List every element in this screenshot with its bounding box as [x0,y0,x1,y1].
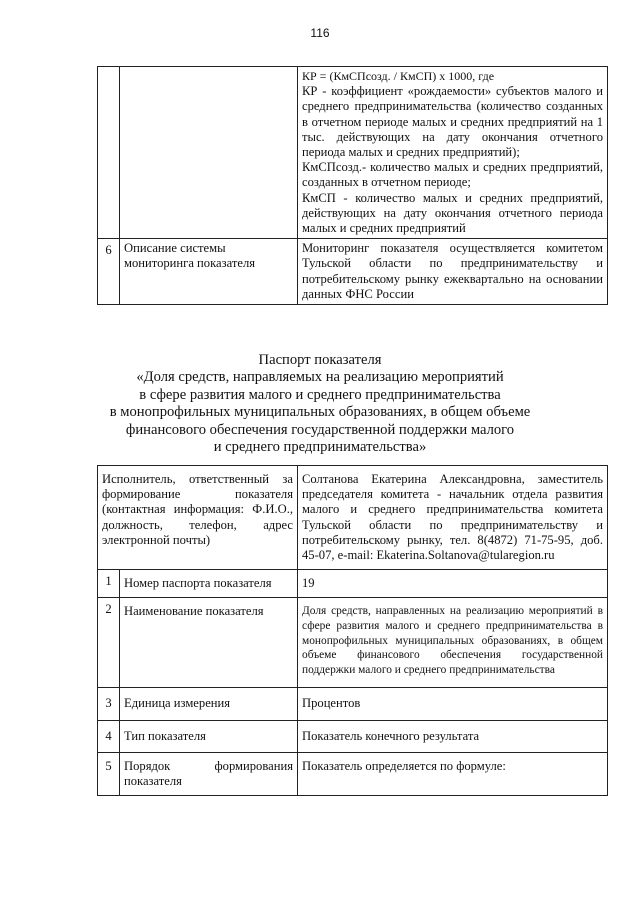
passport-title [40,352,600,456]
passport-title-line: в сфере развития малого и среднего предпринимательства [139,386,501,403]
row-number: 4 [98,720,120,752]
row-label: Наименование показателя [120,598,298,688]
row-value: Мониторинг показателя осуществляется комитетом Тульской области по предпринимательству и потребительскому рынку ежеквартально на основании данных ФНС России [298,239,608,305]
passport-title-line: финансового обеспечения государственной поддержки малого [125,421,515,438]
row-number: 5 [98,752,120,795]
row-value: Показатель конечного результата [298,720,608,752]
row-label: Тип показателя [120,720,298,752]
passport-table [97,465,608,796]
executor-value: Солтанова Екатерина Александровна, заместитель председателя комитета - начальник отдела развития малого и среднего предпринимательства комитета Тульской области по предпринимательству и потребительскому рынку, тел. 8(4872) 71-75-95, доб. 45-07, e-mail: Ekaterina.Soltanova@tularegion.ru [298,466,608,570]
row-value: Доля средств, направленных на реализацию мероприятий в сфере развития малого и среднего предпринимательства в монопрофильных муниципальных образованиях, в общем объеме финансового обеспечения государственной поддержки малого и среднего предпринимательства [298,598,608,688]
table-row [98,598,608,688]
table-row [98,570,608,598]
formula: КР = (КмСПсозд. / КмСП) х 1000, где [302,69,495,83]
row-value: Процентов [298,688,608,720]
definition-kmsp-created: КмСПсозд.- количество малых и средних предприятий, созданных в отчетном периоде; [302,160,603,190]
row-label: Номер паспорта показателя [120,570,298,598]
page-number: 116 [310,26,330,40]
table-row [98,688,608,720]
row-label: Описание системы мониторинга показателя [120,239,298,305]
passport-title-line: в монопрофильных муниципальных образованиях, в общем объеме [109,404,531,421]
row-number: 2 [98,598,120,688]
passport-title-line: и среднего предпринимательства» [213,439,427,456]
table-cell-empty-num [98,67,120,239]
passport-title-line: «Доля средств, направляемых на реализацию мероприятий [136,369,504,386]
table-row [98,466,608,570]
table-row [98,239,608,305]
row-value: Показатель определяется по формуле: [298,752,608,795]
indicator-table-continued [97,66,608,305]
table-row [98,752,608,795]
row-number: 1 [98,570,120,598]
table-row [98,720,608,752]
table-row [98,67,608,239]
row-label: Порядок формирования показателя [120,752,298,795]
formula-cell [298,67,608,239]
passport-title-line: Паспорт показателя [258,352,382,368]
row-value: 19 [298,570,608,598]
definition-kmsp: КмСП - количество малых и средних предприятий, действующих на дату окончания отчетного периода малых и средних предприятий [302,190,603,236]
table-cell-empty-label [120,67,298,239]
row-number: 6 [98,239,120,305]
definition-kr: КР - коэффициент «рождаемости» субъектов малого и среднего предпринимательства (количество созданных в отчетном периоде малых и средних предприятий на 1 тыс. действующих на дату окончания отчетного периода малых и средних предприятий); [302,84,603,160]
executor-label: Исполнитель, ответственный за формирование показателя (контактная информация: Ф.И.О., должность, телефон, адрес электронной почты) [98,466,298,570]
row-number: 3 [98,688,120,720]
row-label: Единица измерения [120,688,298,720]
